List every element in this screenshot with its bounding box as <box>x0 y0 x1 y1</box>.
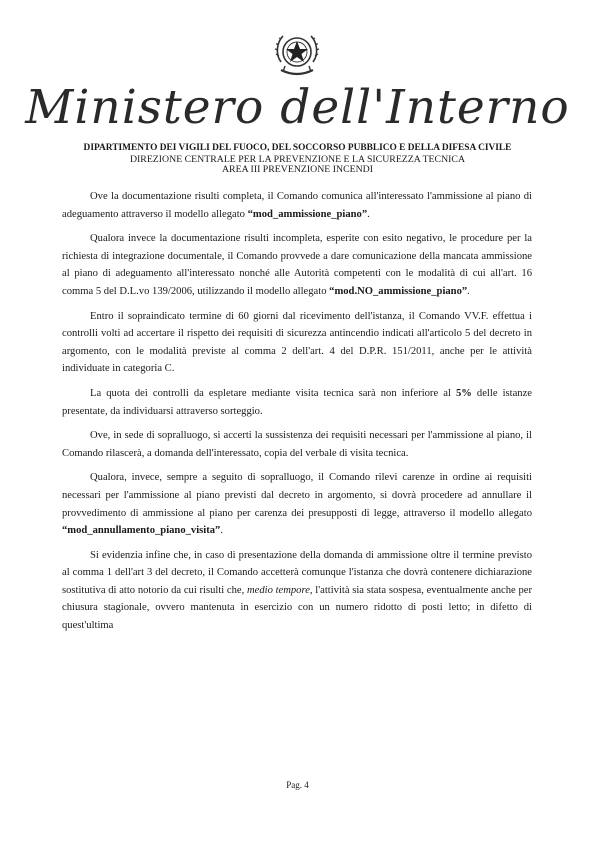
model-name: “mod_ammissione_piano” <box>247 208 368 220</box>
page-number: Pag. 4 <box>286 780 309 790</box>
area-line: AREA III PREVENZIONE INCENDI <box>221 164 373 175</box>
model-name: “mod.NO_ammissione_piano” <box>329 285 468 297</box>
paragraph-6: Qualora, invece, sempre a seguito di sopralluogo, il Comando rilevi carenze in ordine ai requisiti necessari per l'ammissione al piano previsti dal decreto in argomento, si dovrà procedere ad annullare il provvedimento di ammissione al piano per carenza dei presupposti di legge, attraverso il modello allegato “mod_annullamento_piano_visita”. <box>62 472 532 537</box>
document-body <box>62 188 532 642</box>
direction-line: DIREZIONE CENTRALE PER LA PREVENZIONE E LA SICUREZZA TECNICA <box>129 154 466 165</box>
percentage: 5% <box>455 387 472 399</box>
paragraph-7: Si evidenzia infine che, in caso di presentazione della domanda di ammissione oltre il termine previsto al comma 1 dell'art 3 del decreto, il Comando accetterà comunque l'istanza che dovrà contenere dichiarazione sostitutiva di atto notorio da cui risulti che, medio tempore, l'attività sia stata sospesa, eventualmente anche per chiusura stagionale, ovvero mantenuta in esercizio con un numero ridotto di posti letto; in difetto di quest'ultima <box>62 549 532 632</box>
ministry-title: Ministero dell'Interno <box>25 80 570 135</box>
paragraph-4: La quota dei controlli da espletare mediante visita tecnica sarà non inferiore al 5% delle istanze presentate, da individuarsi attraverso sorteggio. <box>62 387 533 417</box>
paragraph-3: Entro il sopraindicato termine di 60 giorni dal ricevimento dell'istanza, il Comando VV.F. effettua i controlli volti ad accertare il rispetto dei requisiti di sicurezza antincendio indicati all'articolo 5 del decreto in argomento, con le modalità previste al comma 2 dell'art. 4 del D.P.R. 151/2011, anche per le attività individuate in categoria C. <box>62 310 532 375</box>
latin-phrase: medio tempore <box>246 584 310 596</box>
model-name: “mod_annullamento_piano_visita” <box>62 525 221 537</box>
paragraph-5: Ove, in sede di sopralluogo, si accerti la sussistenza dei requisiti necessari per l'ammissione al piano, il Comando rilascerà, a domanda dell'interessato, copia del verbale di visita tecnica. <box>62 430 532 459</box>
paragraph-2: Qualora invece la documentazione risulti incompleta, esperite con esito negativo, le procedure per la richiesta di integrazione documentale, il Comando provvede a dare comunicazione della mancata ammissione al piano di adeguamento all'interessato nonché alle Autorità competenti con le modalità di cui all'art. 16 comma 5 del D.L.vo 139/2006, utilizzando il modello allegato “mod.NO_ammissione_piano”. <box>62 233 532 297</box>
department-line: DIPARTIMENTO DEI VIGILI DEL FUOCO, DEL SOCCORSO PUBBLICO E DELLA DIFESA CIVILE <box>83 143 512 153</box>
italian-republic-emblem-icon <box>271 26 323 82</box>
paragraph-1: Ove la documentazione risulti completa, il Comando comunica all'interessato l'ammissione al piano di adeguamento attraverso il modello allegato “mod_ammissione_piano”. <box>62 191 532 220</box>
